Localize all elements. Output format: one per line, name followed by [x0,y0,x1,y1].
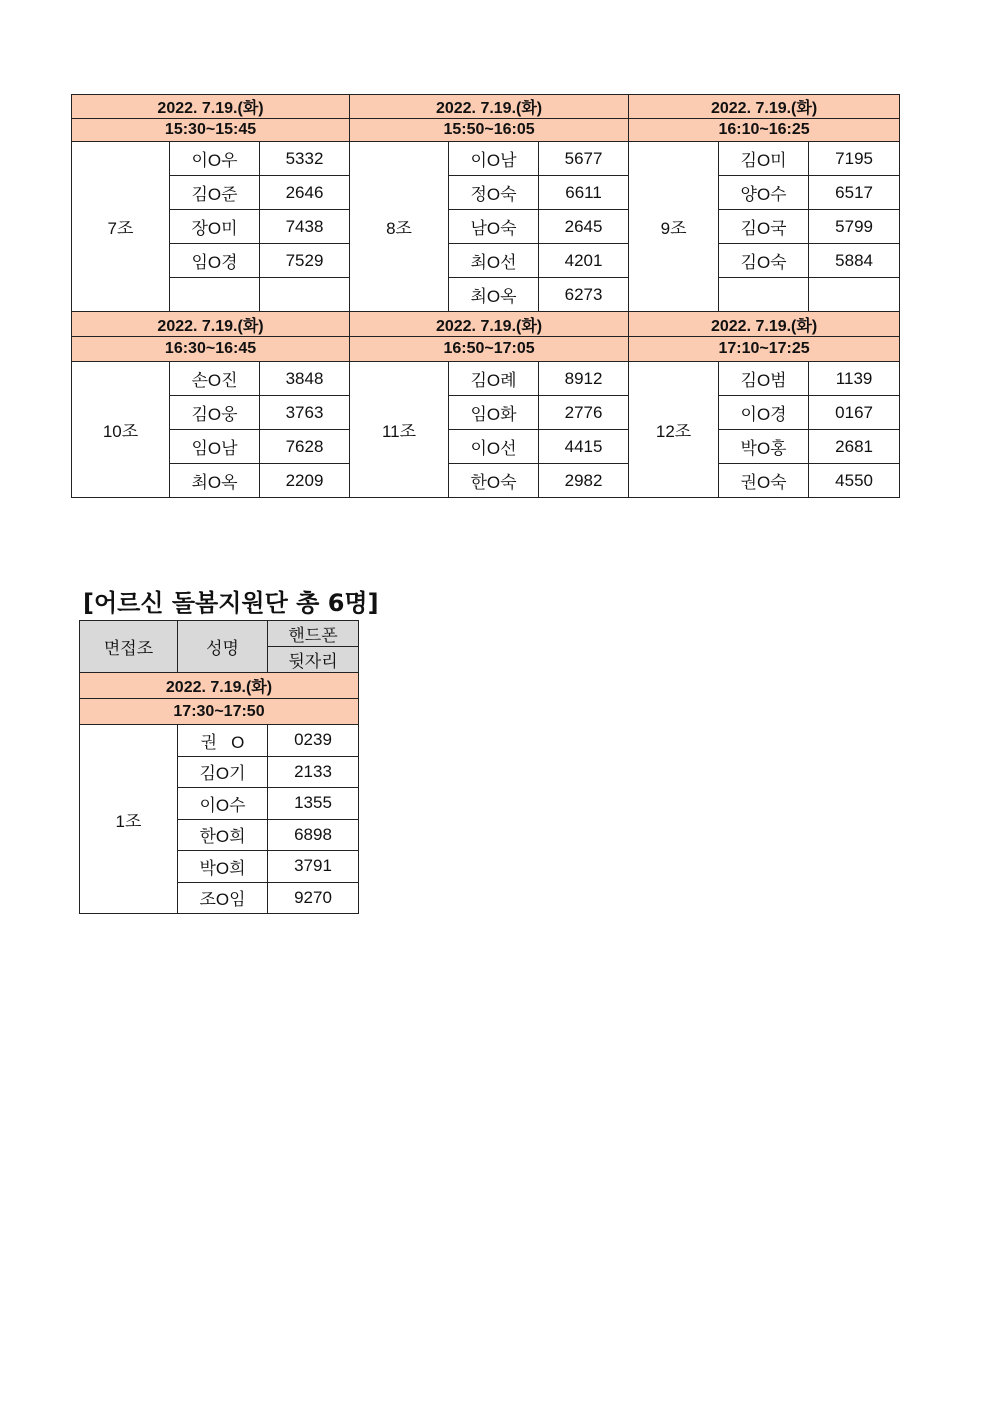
phone-suffix: 7529 [260,244,350,278]
table-row [72,464,900,498]
phone-suffix: 8912 [539,362,629,396]
applicant-name: 장O미 [170,210,260,244]
table-row [72,244,900,278]
applicant-name: 최O옥 [170,464,260,498]
care-time: 17:30~17:50 [80,699,359,725]
table-row [72,210,900,244]
table-row [72,362,900,396]
phone-suffix: 5884 [809,244,900,278]
applicant-name: 최O선 [449,244,539,278]
applicant-name: 임O남 [170,430,260,464]
care-team-table [79,620,359,914]
applicant-name: 이O경 [719,396,809,430]
applicant-name: 이O남 [449,142,539,176]
applicant-name [170,278,260,312]
section-title: [어르신 돌봄지원단 총 6명] [83,589,379,617]
block-date: 2022. 7.19.(화) [350,312,629,337]
applicant-name: 임O화 [449,396,539,430]
applicant-name: 김O웅 [170,396,260,430]
phone-suffix: 2645 [539,210,629,244]
phone-suffix: 0167 [809,396,900,430]
applicant-name: 김O국 [719,210,809,244]
care-date: 2022. 7.19.(화) [80,673,359,699]
phone-suffix: 7628 [260,430,350,464]
block-date: 2022. 7.19.(화) [629,95,900,119]
block-date: 2022. 7.19.(화) [629,312,900,337]
block-time: 15:50~16:05 [350,119,629,142]
block-date: 2022. 7.19.(화) [72,95,350,119]
phone-suffix: 3763 [260,396,350,430]
applicant-name: 이O선 [449,430,539,464]
applicant-name: 김O례 [449,362,539,396]
phone-suffix: 6611 [539,176,629,210]
phone-suffix: 5799 [809,210,900,244]
group-label: 10조 [72,362,170,498]
table-row [80,725,359,757]
group-label: 8조 [350,142,449,312]
applicant-name: 김O기 [178,756,268,788]
applicant-name: 임O경 [170,244,260,278]
phone-suffix: 2646 [260,176,350,210]
applicant-name: 김O준 [170,176,260,210]
applicant-name [719,278,809,312]
interview-schedule-table [71,94,900,498]
group-label: 12조 [629,362,719,498]
phone-suffix: 0239 [268,725,359,757]
phone-suffix: 7195 [809,142,900,176]
block-time: 16:30~16:45 [72,337,350,362]
phone-suffix: 5677 [539,142,629,176]
applicant-name: 조O임 [178,882,268,914]
column-header-group: 면접조 [80,621,178,673]
phone-suffix: 2681 [809,430,900,464]
applicant-name: 박O홍 [719,430,809,464]
applicant-name: 권 O [178,725,268,757]
phone-suffix: 1355 [268,788,359,820]
phone-suffix [260,278,350,312]
applicant-name: 이O수 [178,788,268,820]
block-date: 2022. 7.19.(화) [72,312,350,337]
phone-suffix: 2982 [539,464,629,498]
applicant-name: 최O옥 [449,278,539,312]
column-header-phone-bottom: 뒷자리 [268,647,359,673]
applicant-name: 김O미 [719,142,809,176]
phone-suffix: 2209 [260,464,350,498]
applicant-name: 김O범 [719,362,809,396]
applicant-name: 양O수 [719,176,809,210]
applicant-name: 손O진 [170,362,260,396]
phone-suffix: 6273 [539,278,629,312]
group-label: 9조 [629,142,719,312]
table-row [72,396,900,430]
phone-suffix: 7438 [260,210,350,244]
applicant-name: 박O희 [178,851,268,883]
phone-suffix: 1139 [809,362,900,396]
block-time: 16:50~17:05 [350,337,629,362]
phone-suffix: 2133 [268,756,359,788]
phone-suffix: 4201 [539,244,629,278]
phone-suffix: 4415 [539,430,629,464]
applicant-name: 남O숙 [449,210,539,244]
column-header-name: 성명 [178,621,268,673]
applicant-name: 한O숙 [449,464,539,498]
applicant-name: 한O희 [178,819,268,851]
phone-suffix: 3791 [268,851,359,883]
phone-suffix: 2776 [539,396,629,430]
table-row [72,142,900,176]
phone-suffix: 4550 [809,464,900,498]
phone-suffix [809,278,900,312]
phone-suffix: 6517 [809,176,900,210]
phone-suffix: 3848 [260,362,350,396]
applicant-name: 정O숙 [449,176,539,210]
phone-suffix: 9270 [268,882,359,914]
phone-suffix: 6898 [268,819,359,851]
column-header-phone-top: 핸드폰 [268,621,359,647]
block-time: 15:30~15:45 [72,119,350,142]
block-time: 17:10~17:25 [629,337,900,362]
table-row [72,278,900,312]
applicant-name: 김O숙 [719,244,809,278]
phone-suffix: 5332 [260,142,350,176]
group-label: 11조 [350,362,449,498]
group-label: 1조 [80,725,178,914]
block-time: 16:10~16:25 [629,119,900,142]
applicant-name: 권O숙 [719,464,809,498]
table-row [72,176,900,210]
applicant-name: 이O우 [170,142,260,176]
group-label: 7조 [72,142,170,312]
table-row [72,430,900,464]
block-date: 2022. 7.19.(화) [350,95,629,119]
